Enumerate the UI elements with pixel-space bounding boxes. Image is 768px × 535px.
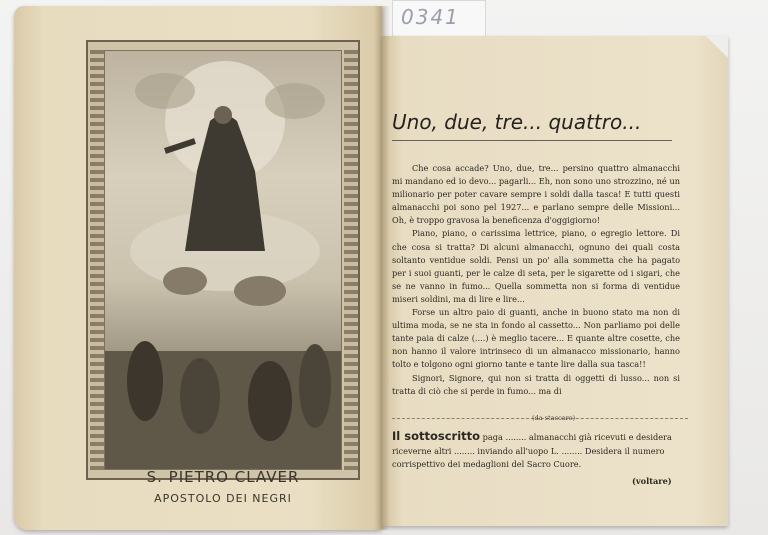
book-gutter: [374, 6, 390, 530]
saint-head: [214, 106, 232, 124]
article-title: Uno, due, tre... quattro...: [392, 110, 642, 134]
page-corner-fold: [706, 36, 728, 58]
cut-label: (da staccare): [532, 414, 576, 422]
ornamental-border-right: [344, 50, 358, 470]
paragraph: Signori, Signore, qui non si tratta di oggetti di lusso... non si tratta di ciò che si perde in fumo... ma di: [392, 372, 680, 396]
paragraph: Forse un altro paio di guanti, anche in buono stato ma non di ultima moda, se ne sta in fondo al cassetto... Non parliamo poi delle tante paia di calze (....) è meglio tacere... E quante altre cosette, che non hanno il valore intrinseco di un almanacco missionario, hanno tolto e tolgono ogni giorno tante e tante lire dalla sua tasca!!: [392, 307, 680, 370]
paragraph: Piano, piano, o carissima lettrice, piano, o egregio lettore. Di che cosa si tratta? Di alcuni almanacchi, ognuno dei quali costa soltanto ventidue soldi. Pensi un po' alla sommetta che ha pagato per i suoi guanti, per le calze di seta, per le sigarette od i sigari, che se ne vanno in fumo... Quella sommetta non si forma di ventidue miseri soldini, ma di lire e lire...: [392, 228, 680, 304]
article-body: [392, 162, 680, 398]
kneeling-figure-3: [248, 361, 292, 441]
cherub-group-left: [163, 267, 207, 295]
kneeling-figure-1: [127, 341, 163, 421]
saint-engraving: [104, 50, 342, 470]
kneeling-figure-2: [180, 358, 220, 434]
form-body: paga ........ almanacchi già ricevuti e desidera riceverne altri ........ inviando all'uopo L. ........ Desidera il numero corrispettivo dei medaglioni del Sacro Cuore.: [392, 432, 672, 469]
title-underline: [392, 140, 672, 141]
order-form: [392, 430, 682, 472]
kneeling-figure-4: [299, 344, 331, 428]
engraving-caption-title: S. PIETRO CLAVER: [146, 468, 300, 486]
paragraph: Che cosa accade? Uno, due, tre... persino quattro almanacchi mi mandano ed io devo... pagarli... Eh, non sono uno strozzino, né un milionario per poter cavare sempre i soldi dalla tasca! E tutti questi almanacchi poi sono pel 1927... e parlano sempre delle Missioni... Oh, è troppo gravosa la beneficenza d'oggigiorno!: [392, 163, 680, 226]
engraving-caption-subtitle: APOSTOLO DEI NEGRI: [154, 492, 292, 505]
cloud-cherub-right: [265, 83, 325, 119]
inventory-number: 0341: [401, 5, 460, 29]
engraving-illustration: [105, 51, 342, 470]
turn-page-note: (voltare): [632, 476, 672, 486]
cherub-group-right: [234, 276, 286, 306]
ornamental-border-left: [90, 50, 104, 470]
engraving-frame: [86, 40, 360, 480]
cloud-cherub-left: [135, 73, 195, 109]
form-lead: Il sottoscritto: [392, 429, 481, 443]
